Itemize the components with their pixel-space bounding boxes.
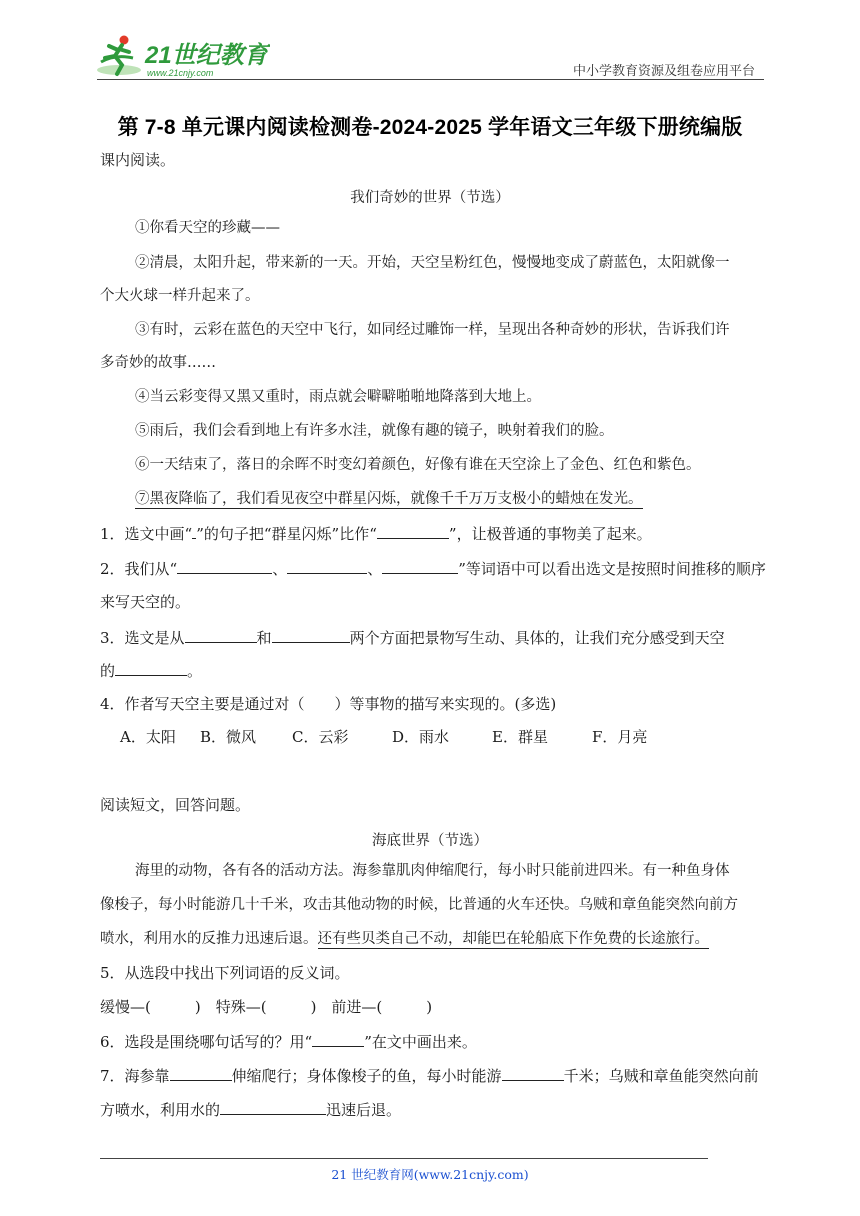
answer-blank[interactable] bbox=[382, 558, 458, 574]
logo-text: 21世纪教育 bbox=[145, 42, 268, 69]
passage1-para-6: ⑥一天结束了，落日的余晖不时变幻着颜色，好像有谁在天空涂上了金色、红色和紫色。 bbox=[135, 457, 701, 473]
underline-sample bbox=[312, 1031, 364, 1047]
passage1-para-3a: ③有时，云彩在蓝色的天空中飞行，如同经过雕饰一样，呈现出各种奇妙的形状，告诉我们许 bbox=[135, 322, 730, 338]
answer-blank[interactable] bbox=[170, 1065, 232, 1081]
answer-blank[interactable] bbox=[502, 1065, 564, 1081]
option-a[interactable]: A．太阳 bbox=[120, 728, 176, 746]
question-2: 2．我们从“ 、 、 ”等词语中可以看出选文是按照时间推移的顺序 bbox=[100, 560, 766, 578]
answer-blank[interactable] bbox=[115, 660, 187, 676]
passage2-para-1c: 喷水，利用水的反推力迅速后退。还有些贝类自己不动，却能巴在轮船底下作免费的长途旅行。 bbox=[100, 931, 709, 947]
answer-blank[interactable] bbox=[185, 627, 257, 643]
passage1-para-5: ⑤雨后，我们会看到地上有许多水洼，就像有趣的镜子，映射着我们的脸。 bbox=[135, 423, 614, 439]
answer-blank[interactable] bbox=[177, 558, 272, 574]
option-c[interactable]: C．云彩 bbox=[292, 728, 349, 746]
question-4: 4．作者写天空主要是通过对（ ）等事物的描写来实现的。(多选) bbox=[100, 695, 557, 713]
runner-logo-icon bbox=[95, 32, 270, 84]
site-logo bbox=[95, 32, 270, 84]
question-1: 1．选文中画“ ”的句子把“群星闪烁”比作“ ”，让极普通的事物美了起来。 bbox=[100, 525, 652, 543]
section1-intro: 课内阅读。 bbox=[100, 151, 176, 169]
passage1-para-3b: 多奇妙的故事…… bbox=[100, 355, 216, 371]
passage2-title: 海底世界（节选） bbox=[372, 833, 488, 849]
answer-blank[interactable] bbox=[287, 558, 367, 574]
header-divider bbox=[97, 79, 764, 80]
passage1-para-2a: ②清晨，太阳升起，带来新的一天。开始，天空呈粉红色，慢慢地变成了蔚蓝色，太阳就像一 bbox=[135, 255, 730, 271]
passage1-para-1: ①你看天空的珍藏—— bbox=[135, 220, 280, 236]
footer-link[interactable]: 21 世纪教育网(www.21cnjy.com) bbox=[331, 1167, 529, 1182]
question-6: 6．选段是围绕哪句话写的？用“ ”在文中画出来。 bbox=[100, 1033, 477, 1051]
question-7: 7．海参靠 伸缩爬行；身体像梭子的鱼，每小时能游 千米；乌贼和章鱼能突然向前 bbox=[100, 1067, 759, 1085]
passage2-para-1b: 像梭子，每小时能游几十千米，攻击其他动物的时候，比普通的火车还快。乌贼和章鱼能突然向前方 bbox=[100, 897, 738, 913]
logo-url: www.21cnjy.com bbox=[147, 68, 214, 78]
option-b[interactable]: B．微风 bbox=[200, 728, 257, 746]
answer-blank[interactable] bbox=[220, 1099, 326, 1115]
question-5-items: 缓慢—( ) 特殊—( ) 前进—( ) bbox=[100, 998, 433, 1016]
question-5: 5．从选段中找出下列词语的反义词。 bbox=[100, 964, 350, 982]
section2-intro: 阅读短文，回答问题。 bbox=[100, 796, 251, 814]
answer-blank[interactable] bbox=[377, 523, 449, 539]
question-3-cont: 的 。 bbox=[100, 662, 203, 680]
underlined-sentence: ⑦黑夜降临了，我们看见夜空中群星闪烁，就像千千万万支极小的蜡烛在发光。 bbox=[135, 491, 643, 507]
question-2-cont: 来写天空的。 bbox=[100, 593, 191, 611]
platform-label: 中小学教育资源及组卷应用平台 bbox=[572, 63, 755, 78]
question-3: 3．选文是从 和 两个方面把景物写生动、具体的，让我们充分感受到天空 bbox=[100, 629, 725, 647]
question-7-cont: 方喷水，利用水的 迅速后退。 bbox=[100, 1101, 402, 1119]
underlined-sentence: 还有些贝类自己不动，却能巴在轮船底下作免费的长途旅行。 bbox=[317, 931, 709, 947]
option-f[interactable]: F．月亮 bbox=[592, 728, 648, 746]
passage1-para-4: ④当云彩变得又黑又重时，雨点就会噼噼啪啪地降落到大地上。 bbox=[135, 389, 541, 405]
passage1-para-7 bbox=[135, 489, 643, 509]
question-4-options bbox=[120, 727, 672, 747]
option-d[interactable]: D．雨水 bbox=[392, 728, 450, 746]
passage2-para-1a: 海里的动物，各有各的活动方法。海参靠肌肉伸缩爬行，每小时只能前进四米。有一种鱼身体 bbox=[135, 863, 730, 879]
passage1-title: 我们奇妙的世界（节选） bbox=[350, 190, 510, 206]
document-title: 第 7-8 单元课内阅读检测卷-2024-2025 学年语文三年级下册统编版 bbox=[117, 116, 743, 139]
footer-divider bbox=[100, 1158, 708, 1159]
answer-blank[interactable] bbox=[272, 627, 350, 643]
passage1-para-2b: 个大火球一样升起来了。 bbox=[100, 288, 260, 304]
option-e[interactable]: E．群星 bbox=[492, 728, 548, 746]
